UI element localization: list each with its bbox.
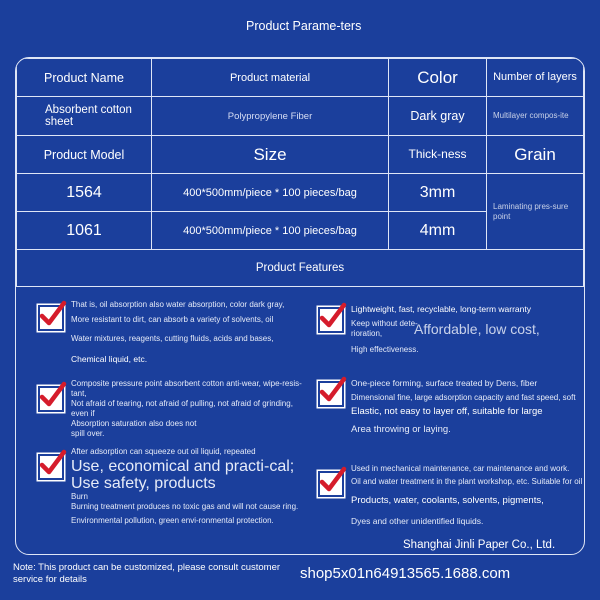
feature-item	[351, 303, 585, 355]
parameters-table	[16, 58, 584, 287]
header-number-of-layers: Number of layers	[487, 59, 584, 97]
feature-item	[71, 447, 307, 526]
cell-grain: Laminating pres-sure point	[487, 174, 584, 250]
feature-text: More resistant to dirt, can absorb a variety of solvents, oil	[71, 315, 274, 324]
feature-item	[351, 378, 585, 436]
feature-text: Burn	[71, 492, 88, 501]
checkmark-icon	[318, 471, 344, 497]
feature-item	[71, 379, 307, 439]
feature-text: Dyes and other unidentified liquids.	[351, 516, 484, 526]
company-watermark: Shanghai Jinli Paper Co., Ltd.	[403, 539, 556, 551]
header-product-material: Product material	[152, 59, 389, 97]
cell-model-code: 1564	[17, 174, 152, 212]
feature-item	[351, 464, 585, 526]
checkmark-icon	[318, 307, 344, 333]
feature-text: Area throwing or laying.	[351, 424, 451, 435]
feature-text: Chemical liquid, etc.	[71, 354, 148, 364]
feature-text: Water mixtures, reagents, cutting fluids, acids and bases,	[71, 334, 274, 343]
header-product-name: Product Name	[17, 59, 152, 97]
feature-text: Not afraid of tearing, not afraid of pulling, not afraid of grinding, even if	[71, 399, 293, 418]
feature-text: After adsorption can squeeze out oil liquid, repeated	[71, 447, 256, 456]
feature-text: Composite pressure point absorbent cotton anti-wear, wipe-resis-tant,	[71, 379, 302, 398]
cell-product-material: Polypropylene Fiber	[152, 97, 389, 136]
cell-model-thickness: 3mm	[389, 174, 487, 212]
header-size: Size	[152, 136, 389, 174]
feature-text: Oil and water treatment in the plant workshop, etc. Suitable for oil	[351, 477, 583, 486]
header-thickness: Thick-ness	[389, 136, 487, 174]
feature-text: Affordable, low cost,	[414, 321, 540, 337]
feature-text: Elastic, not easy to layer off, suitable for large	[351, 406, 543, 417]
table-row	[17, 250, 584, 287]
header-grain: Grain	[487, 136, 584, 174]
feature-text: Burning treatment produces no toxic gas and will not cause ring.	[71, 502, 299, 511]
customization-note: Note: This product can be customized, please consult customer service for details	[13, 562, 281, 585]
cell-color: Dark gray	[389, 97, 487, 136]
feature-text: Keep without dete-rioration,	[351, 319, 418, 338]
features-title: Product Features	[17, 250, 584, 287]
table-row	[17, 136, 584, 174]
feature-text: spill over.	[71, 429, 105, 438]
cell-model-code: 1061	[17, 212, 152, 250]
header-product-model: Product Model	[17, 136, 152, 174]
feature-text: Dimensional fine, large adsorption capacity and fast speed, soft	[351, 393, 576, 402]
feature-item	[71, 300, 307, 365]
feature-text: That is, oil absorption also water absorption, color dark gray,	[71, 300, 285, 309]
cell-model-size: 400*500mm/piece * 100 pieces/bag	[152, 174, 389, 212]
cell-product-name: Absorbent cotton sheet	[17, 97, 152, 136]
feature-text: Used in mechanical maintenance, car maintenance and work.	[351, 464, 570, 473]
feature-text: Use, economical and practi-cal; Use safety, products	[71, 458, 295, 492]
parameters-panel	[15, 57, 585, 555]
checkmark-icon	[38, 305, 64, 331]
feature-text: Products, water, coolants, solvents, pigments,	[351, 495, 544, 506]
table-row	[17, 174, 584, 212]
cell-number-of-layers: Multilayer compos-ite	[487, 97, 584, 136]
shop-url: shop5x01n64913565.1688.com	[300, 565, 511, 582]
feature-text: Absorption saturation also does not	[71, 419, 197, 428]
feature-text: Environmental pollution, green envi-ronmental protection.	[71, 516, 274, 525]
checkmark-icon	[318, 381, 344, 407]
cell-model-size: 400*500mm/piece * 100 pieces/bag	[152, 212, 389, 250]
feature-text: Lightweight, fast, recyclable, long-term warranty	[351, 304, 531, 314]
feature-text: High effectiveness.	[351, 345, 419, 354]
checkmark-icon	[38, 454, 64, 480]
table-row	[17, 59, 584, 97]
table-row	[17, 97, 584, 136]
header-color: Color	[389, 59, 487, 97]
feature-text: One-piece forming, surface treated by Dens, fiber	[351, 378, 538, 388]
checkmark-icon	[38, 386, 64, 412]
page-title: Product Parame-ters	[246, 19, 362, 33]
cell-model-thickness: 4mm	[389, 212, 487, 250]
